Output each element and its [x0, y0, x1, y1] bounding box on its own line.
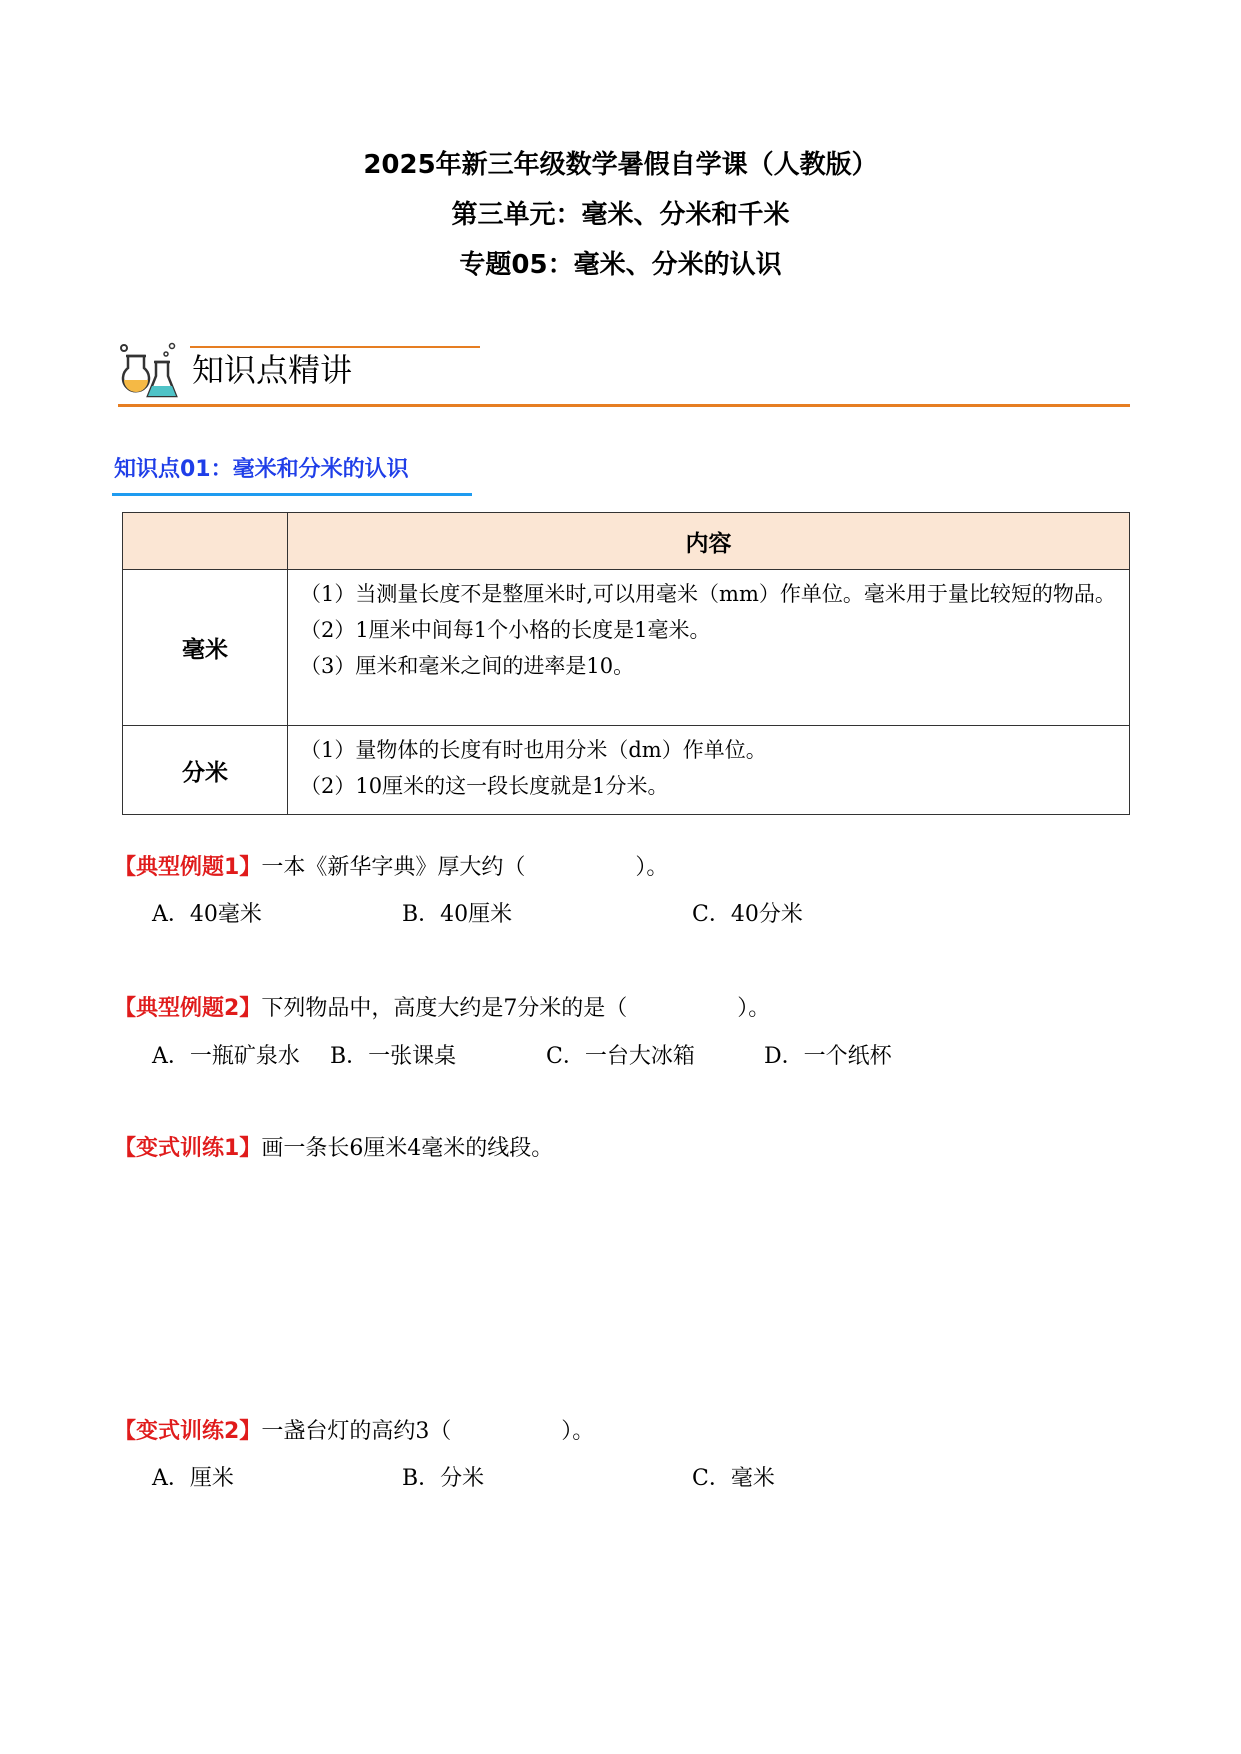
table-row	[123, 570, 1130, 726]
row-content-mm	[288, 570, 1130, 726]
content-line: （2）1厘米中间每1个小格的长度是1毫米。	[300, 618, 711, 642]
question-4	[114, 1416, 594, 1448]
option[interactable]: B．一张课桌	[330, 1044, 457, 1069]
flask-icon	[118, 340, 178, 402]
content-line: （1）量物体的长度有时也用分米（dm）作单位。	[300, 738, 767, 762]
option[interactable]: C．毫米	[692, 1466, 775, 1491]
question-tag: 【典型例题1】	[114, 855, 262, 880]
option[interactable]: D．一个纸杯	[764, 1044, 892, 1069]
question-text: 下列物品中，高度大约是7分米的是（ ）。	[261, 996, 771, 1021]
question-3	[114, 1133, 553, 1165]
section-title: 知识点精讲	[192, 351, 353, 389]
option[interactable]: C．40分米	[692, 902, 803, 927]
question-1	[114, 852, 668, 884]
document-titles	[0, 148, 1241, 298]
option[interactable]: B．分米	[402, 1466, 485, 1491]
table-header-row	[123, 513, 1130, 570]
knowledge-table	[122, 512, 1130, 815]
question-text: 一本《新华字典》厚大约（ ）。	[261, 855, 669, 880]
content-line: （1）当测量长度不是整厘米时,可以用毫米（mm）作单位。毫米用于量比较短的物品。	[300, 582, 1116, 606]
content-line: （2）10厘米的这一段长度就是1分米。	[300, 774, 669, 798]
question-tag: 【变式训练2】	[114, 1419, 262, 1444]
question-tag: 【典型例题2】	[114, 996, 262, 1021]
doc-title: 2025年新三年级数学暑假自学课（人教版）	[363, 150, 878, 180]
header-divider	[118, 404, 1130, 407]
section-header	[118, 340, 1130, 410]
option[interactable]: A．一瓶矿泉水	[152, 1044, 300, 1069]
knowledge-point-underline	[112, 493, 472, 496]
row-label-dm: 分米	[123, 726, 288, 815]
row-label-mm: 毫米	[123, 570, 288, 726]
option[interactable]: B．40厘米	[402, 902, 513, 927]
table-header-empty	[123, 513, 288, 570]
row-content-dm	[288, 726, 1130, 815]
table-row	[123, 726, 1130, 815]
option[interactable]: C．一台大冰箱	[546, 1044, 695, 1069]
topic-title: 专题05：毫米、分米的认识	[459, 250, 782, 280]
content-line: （3）厘米和毫米之间的进率是10。	[300, 654, 635, 678]
question-text: 一盏台灯的高约3（ ）。	[261, 1419, 595, 1444]
knowledge-point-title: 知识点01：毫米和分米的认识	[114, 457, 409, 482]
table-header-content: 内容	[288, 513, 1130, 570]
question-2	[114, 993, 770, 1025]
option[interactable]: A．40毫米	[152, 902, 262, 927]
question-text: 画一条长6厘米4毫米的线段。	[261, 1136, 554, 1161]
unit-title: 第三单元：毫米、分米和千米	[451, 200, 790, 230]
question-tag: 【变式训练1】	[114, 1136, 262, 1161]
option[interactable]: A．厘米	[152, 1466, 234, 1491]
